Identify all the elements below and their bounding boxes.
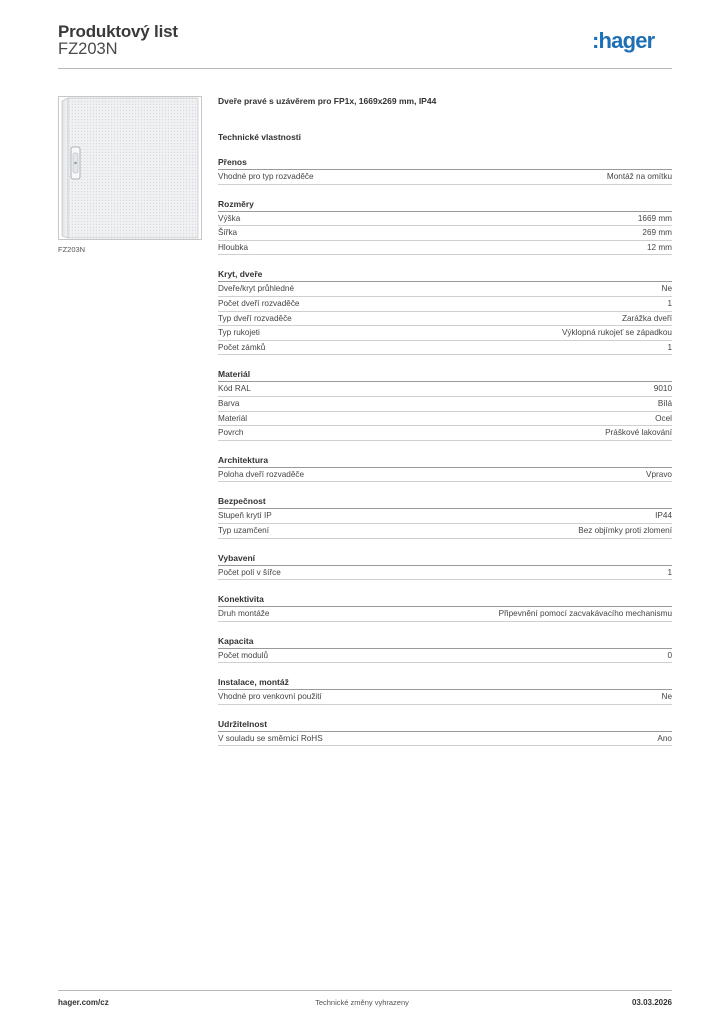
property-row (218, 212, 672, 227)
property-label: Typ dveří rozvaděče (218, 313, 292, 323)
property-label: Typ uzamčení (218, 525, 269, 535)
section-title: Rozměry (218, 198, 672, 212)
property-row (218, 241, 672, 256)
property-value: Montáž na omítku (606, 172, 672, 181)
product-description: Dveře pravé s uzávěrem pro FP1x, 1669x269 mm, IP44 (218, 96, 437, 106)
property-row (218, 341, 672, 356)
property-label: Dveře/kryt průhledné (218, 284, 294, 294)
property-row (218, 170, 672, 185)
section-title: Instalace, montáž (218, 676, 672, 690)
section-title: Udržitelnost (218, 718, 672, 732)
page-title: Produktový list (58, 22, 178, 41)
property-label: Počet dveří rozvaděče (218, 298, 300, 308)
property-row (218, 468, 672, 483)
property-section (218, 635, 672, 664)
property-value: Výklopná rukojeť se západkou (561, 328, 672, 338)
property-row (218, 382, 672, 397)
property-value: Vpravo (646, 469, 672, 479)
footer-notice: Technické změny vyhrazeny (315, 998, 409, 1007)
property-label: Poloha dveří rozvaděče (218, 469, 305, 479)
property-value: Bílá (657, 398, 672, 408)
properties-sections (218, 156, 672, 746)
property-label: Stupeň krytí IP (218, 511, 272, 521)
page-header (58, 20, 672, 70)
cabinet-door-image (59, 97, 201, 239)
product-image-caption: FZ203N (58, 245, 86, 254)
property-label: Druh montáže (218, 609, 270, 619)
property-label: Počet modulů (218, 650, 269, 660)
property-value: Ne (661, 284, 672, 294)
property-value: 0 (667, 650, 672, 660)
property-row (218, 397, 672, 412)
property-section (218, 268, 672, 355)
footer-divider (58, 990, 672, 991)
property-section (218, 198, 672, 256)
section-title: Materiál (218, 368, 672, 382)
property-row (218, 690, 672, 705)
property-label: Počet zámků (218, 342, 266, 352)
property-row (218, 226, 672, 241)
property-value: Bez objímky proti zlomení (578, 525, 672, 535)
property-row (218, 412, 672, 427)
section-title: Konektivita (218, 593, 672, 607)
footer-date: 03.03.2026 (631, 998, 672, 1007)
property-value: Ocel (655, 413, 672, 423)
property-row (218, 566, 672, 581)
property-label: Povrch (218, 428, 244, 438)
property-label: Počet polí v šířce (218, 567, 281, 577)
property-label: Kód RAL (218, 384, 251, 394)
product-code: FZ203N (58, 40, 118, 58)
property-label: Vhodné pro venkovní použití (218, 692, 322, 702)
property-value: Ne (661, 692, 672, 702)
product-image-frame (58, 96, 202, 240)
property-value: 269 mm (642, 228, 672, 238)
property-row (218, 732, 672, 747)
property-value: 1 (667, 342, 672, 352)
section-title: Architektura (218, 454, 672, 468)
property-label: Typ rukojeti (218, 328, 260, 338)
property-value: Ano (657, 733, 672, 743)
property-label: Hloubka (218, 242, 249, 252)
property-row (218, 312, 672, 327)
property-value: IP44 (655, 511, 672, 521)
section-title: Bezpečnost (218, 495, 672, 509)
property-row (218, 426, 672, 441)
property-value: 1 (667, 298, 672, 308)
hager-logo (592, 29, 672, 53)
property-row (218, 524, 672, 539)
property-label: Šířka (218, 228, 238, 238)
property-section (218, 454, 672, 483)
property-label: Materiál (218, 413, 248, 423)
section-title: Kapacita (218, 635, 672, 649)
property-row (218, 509, 672, 524)
property-row (218, 297, 672, 312)
hager-logo-text: :hager (592, 29, 655, 53)
section-title: Kryt, dveře (218, 268, 672, 282)
property-value: 12 mm (646, 242, 672, 252)
property-value: 9010 (653, 384, 672, 394)
property-row (218, 282, 672, 297)
property-section (218, 156, 672, 185)
property-label: Vhodné pro typ rozvaděče (218, 172, 314, 181)
section-title: Vybavení (218, 552, 672, 566)
property-label: V souladu se směrnicí RoHS (218, 733, 323, 743)
property-row (218, 607, 672, 622)
property-section (218, 718, 672, 747)
property-section (218, 593, 672, 622)
property-row (218, 649, 672, 664)
footer-website-link[interactable]: hager.com/cz (58, 998, 109, 1007)
property-label: Barva (218, 398, 240, 408)
property-value: Práškové lakování (605, 428, 672, 438)
property-value: Zarážka dveří (621, 313, 672, 323)
property-section (218, 676, 672, 705)
product-details (218, 95, 672, 746)
property-row (218, 326, 672, 341)
header-divider (58, 68, 672, 69)
property-value: 1 (667, 567, 672, 577)
property-label: Výška (218, 213, 241, 223)
property-value: 1669 mm (637, 213, 672, 223)
property-section (218, 552, 672, 581)
property-section (218, 495, 672, 538)
property-value: Připevnění pomocí zacvakávacího mechanismu (498, 609, 672, 619)
technical-properties-heading: Technické vlastnosti (218, 132, 301, 142)
section-title: Přenos (218, 156, 672, 170)
property-section (218, 368, 672, 440)
